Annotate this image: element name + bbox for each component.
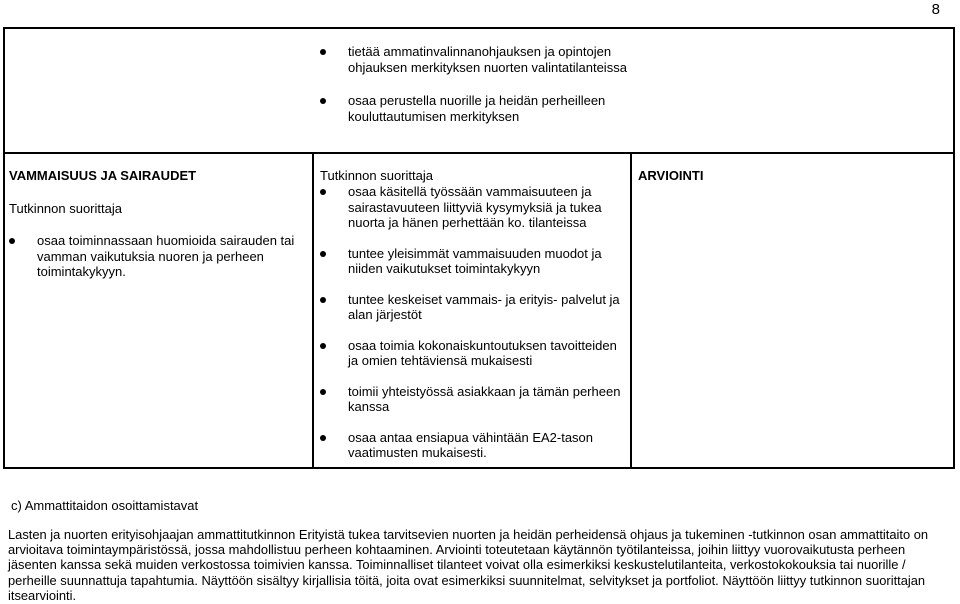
assessment-heading: ARVIOINTI — [638, 168, 704, 183]
col2-subheading: Tutkinnon suorittaja — [320, 168, 433, 183]
table-border-bottom — [3, 467, 955, 469]
top-bullet-list — [320, 44, 630, 124]
list-item: tietää ammatinvalinnanohjauksen ja opintojen ohjauksen merkityksen nuorten valintatilanteissa — [320, 44, 630, 75]
col1-bullet-list — [9, 233, 305, 280]
list-item: osaa antaa ensiapua vähintään EA2-tason vaatimusten mukaisesti. — [320, 430, 625, 461]
list-item: osaa toimia kokonaiskuntoutuksen tavoitteiden ja omien tehtäviensä mukaisesti — [320, 338, 625, 369]
section-heading: VAMMAISUUS JA SAIRAUDET — [9, 168, 197, 183]
list-item: osaa toiminnassaan huomioida sairauden tai vamman vaikutuksia nuoren ja perheen toimintakykyyn. — [9, 233, 305, 280]
list-item: tuntee keskeiset vammais- ja erityis- palvelut ja alan järjestöt — [320, 292, 625, 323]
table-col-divider-2 — [630, 152, 632, 469]
table-border-right — [953, 27, 955, 469]
list-item: osaa käsitellä työssään vammaisuuteen ja sairastavuuteen liittyviä kysymyksiä ja tukea nuorta ja hänen perhettään ko. tilanteissa — [320, 184, 625, 231]
section-c-paragraph: Lasten ja nuorten erityisohjaajan ammattitutkinnon Erityistä tukea tarvitsevien nuorten ja heidän perheidensä ohjaus ja tukeminen -tutkinnon osan ammattitaito on arvioitava toimintaympäristössä, jossa mahdollistuu perheen kohtaaminen. Arviointi toteutetaan käytännön työtilanteissa, joihin liittyy vuorovaikutusta perheen jäsenten kanssa sekä muiden verkostossa toimivien kanssa. Toiminnalliset tilanteet voivat olla esimerkiksi keskustelutilanteita, verkostokokouksia tai nuorille / perheille suunnattuja tapahtumia. Näyttöön sisältyy kirjallisia töitä, joita ovat esimerkiksi suunnitelmat, selvitykset ja portfoliot. Näyttöön liittyy tutkinnon suorittajan itsearviointi. — [8, 527, 929, 603]
list-item: osaa perustella nuorille ja heidän perheilleen kouluttautumisen merkityksen — [320, 93, 630, 124]
col2-bullet-list — [320, 184, 625, 461]
section-c-title: c) Ammattitaidon osoittamistavat — [11, 498, 199, 513]
list-item: toimii yhteistyössä asiakkaan ja tämän perheen kanssa — [320, 384, 625, 415]
table-border-left — [3, 27, 5, 469]
list-item: tuntee yleisimmät vammaisuuden muodot ja niiden vaikutukset toimintakykyyn — [320, 246, 625, 277]
table-row-divider — [3, 152, 955, 154]
table-col-divider-1 — [312, 152, 314, 469]
page-number: 8 — [931, 1, 940, 18]
col1-subheading: Tutkinnon suorittaja — [9, 201, 122, 216]
table-border-top — [3, 27, 955, 29]
